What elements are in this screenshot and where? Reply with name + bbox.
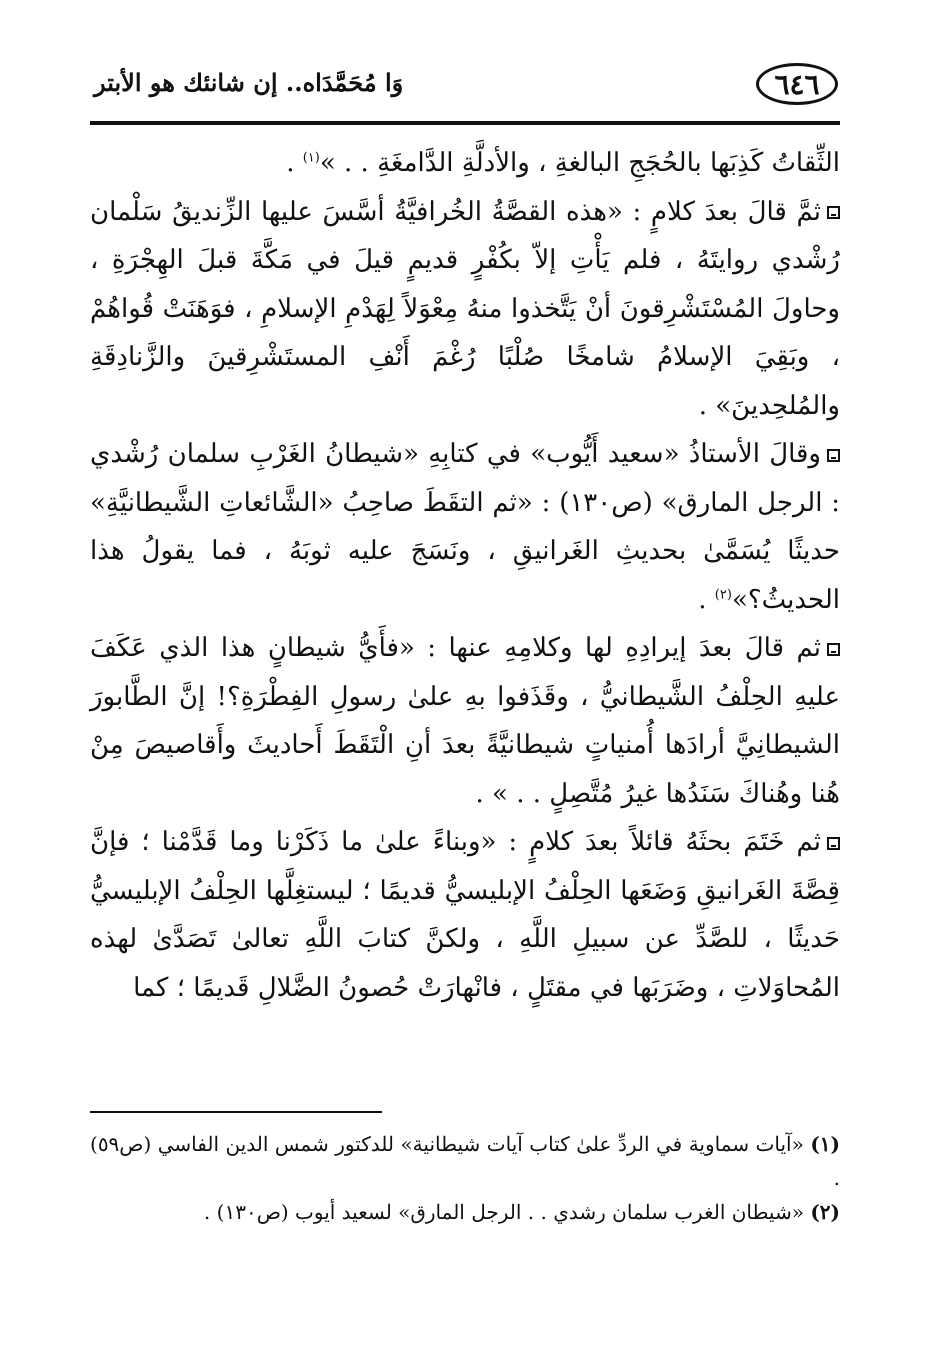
book-page xyxy=(90,55,840,1315)
paragraph-text: ثم خَتَمَ بحثَهُ قائلاً بعدَ كلامٍ : «وبناءً علىٰ ما ذَكَرْنا وما قَدَّمْنا ؛ فإنَّ قِصَّةَ الغَرانيقِ وَضَعَها الحِلْفُ الإبليسيُّ قديمًا ؛ ليستغِلَّها الحِلْفُ الإبليسيُّ حَديثًا ، للصَّدِّ عن سبيلِ اللَّهِ ، ولكنَّ كتابَ اللَّهِ تعالىٰ تَصَدَّىٰ لهذه المُحاوَلاتِ ، وضَرَبَها في مقتَلٍ ، فانْهارَتْ حُصونُ الضَّلالِ قَديمًا ؛ كما xyxy=(90,827,840,1003)
footnote-1 xyxy=(90,1127,840,1195)
running-title: وَا مُحَمَّدَاه.. إن شانئك هو الأبتر xyxy=(94,68,404,97)
footnote-number: (١) xyxy=(810,1132,840,1156)
section-marker-icon xyxy=(827,206,840,219)
paragraph-text: وقالَ الأستاذُ «سعيد أَيُّوب» في كتابِهِ «شيطانُ الغَرْبِ سلمان رُشْدي : الرجل المارق» (ص١٣٠) : «ثم التقَطَ صاحِبُ «الشَّائعاتِ الشَّيطانيَّةِ» حديثًا يُسَمَّىٰ بحديثِ الغَرانيقِ ، ونَسَجَ عليه ثوبَهُ ، فما يقولُ هذا الحديثُ؟» xyxy=(90,439,840,615)
paragraph-text: ثم قالَ بعدَ إيرادِهِ لها وكلامِهِ عنها : «فأَيُّ شيطانٍ هذا الذي عَكَفَ عليهِ الحِلْفُ الشَّيطانيُّ ، وقَذَفوا بهِ علىٰ رسولِ الفِطْرَةِ؟! إنَّ الطَّابورَ الشيطانِيَّ أرادَها أُمنياتٍ شيطانيَّةً بعدَ أنِ الْتَقَطَ أَحاديثَ وأَقاصيصَ مِنْ هُنا وهُناكَ سَنَدُها غيرُ مُتَّصِلٍ . . » . xyxy=(90,633,840,809)
paragraph-3 xyxy=(90,430,840,624)
paragraph-text: الثِّقاتُ كَذِبَها بالحُجَجِ البالغةِ ، والأدلَّةِ الدَّامغَةِ . . » xyxy=(319,148,840,178)
footnote-text: «آيات سماوية في الردِّ علىٰ كتاب آيات شيطانية» للدكتور شمس الدين الفاسي (ص٥٩) . xyxy=(90,1132,840,1190)
paragraph-4 xyxy=(90,624,840,818)
footnote-number: (٢) xyxy=(810,1200,840,1224)
page-number: ٦٤٦ xyxy=(756,63,838,105)
page-header xyxy=(90,55,840,125)
footnote-text: «شيطان الغرب سلمان رشدي . . الرجل المارق» لسعيد أيوب (ص١٣٠) . xyxy=(203,1200,804,1224)
section-marker-icon xyxy=(827,837,840,850)
main-text xyxy=(90,139,840,1012)
paragraph-text: ثمَّ قالَ بعدَ كلامٍ : «هذه القصَّةُ الخُرافيَّةُ أسَّسَ عليها الزِّنديقُ سَلْمان رُشْدي روايتَهُ ، فلم يَأْتِ إلاّ بكُفْرٍ قديمٍ قيلَ في مَكَّةَ قبلَ الهِجْرَةِ ، وحاولَ المُسْتَشْرِقونَ أنْ يَتَّخذوا منهُ مِعْوَلاً لِهَدْمِ الإسلامِ ، فوَهَنَتْ قُواهُمْ ، وبَقِيَ الإسلامُ شامخًا صُلْبًا رُغْمَ أَنْفِ المستَشْرِقينَ والزَّنادِقَةِ والمُلحِدينَ» . xyxy=(90,196,840,421)
footnote-reference: (١) xyxy=(302,150,320,166)
footnotes xyxy=(90,1127,840,1229)
paragraph-2 xyxy=(90,188,840,431)
paragraph-tail: . xyxy=(698,584,715,615)
paragraph-1 xyxy=(90,139,840,188)
footnote-reference: (٢) xyxy=(714,586,732,602)
paragraph-tail: . xyxy=(286,148,303,178)
footnote-2 xyxy=(90,1195,840,1229)
paragraph-5 xyxy=(90,818,840,1012)
section-marker-icon xyxy=(827,449,840,462)
section-marker-icon xyxy=(827,643,840,656)
footnote-divider xyxy=(90,1111,382,1113)
